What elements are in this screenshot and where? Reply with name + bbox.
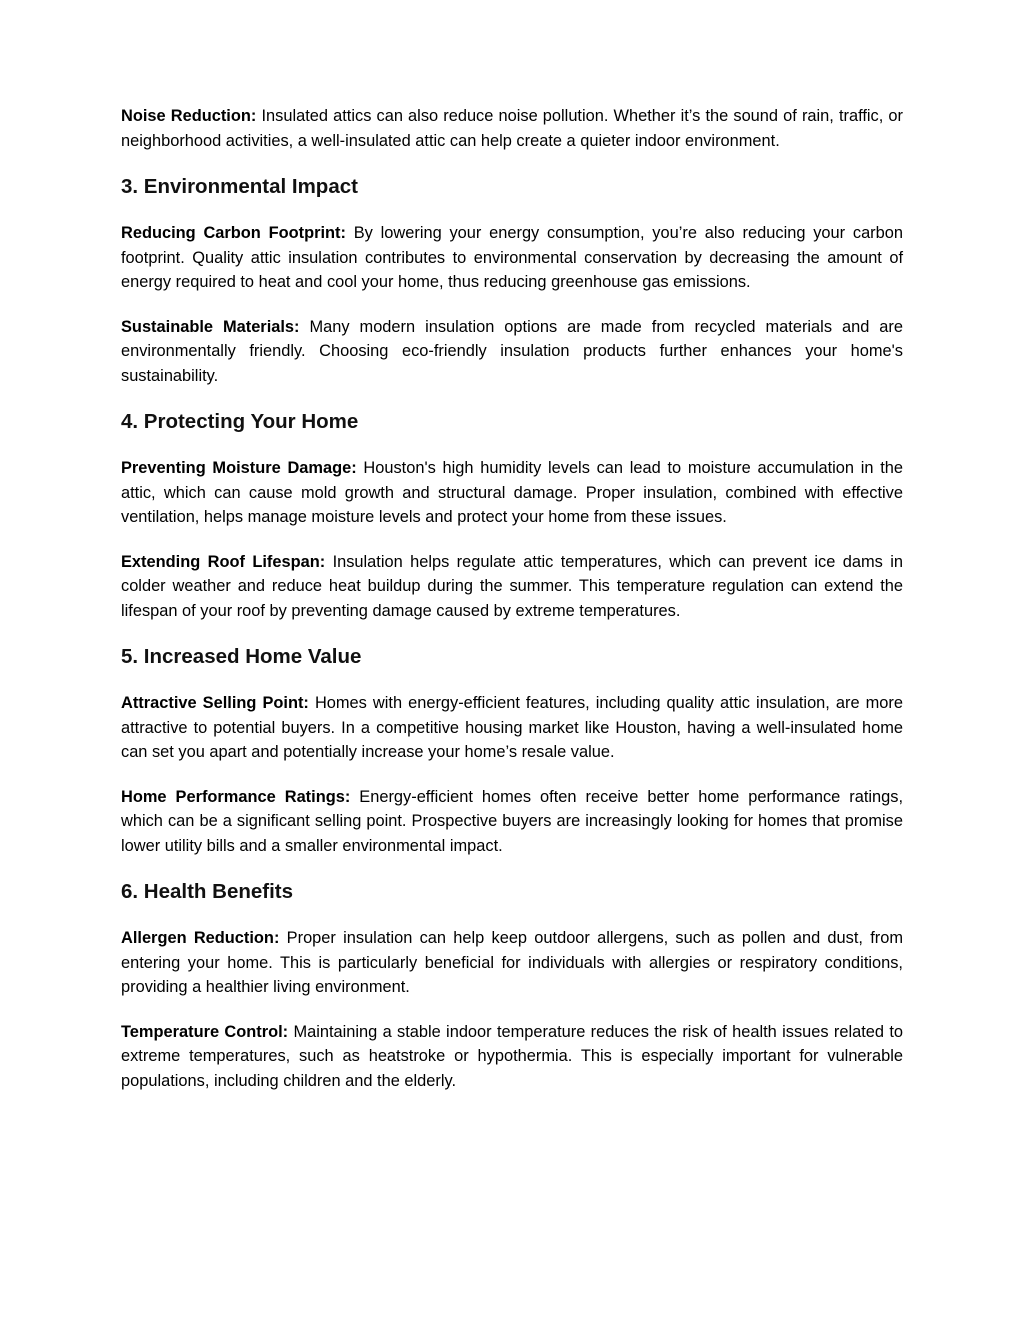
paragraph-text: Energy-efficient homes often receive better home performance ratings, which can be a significant selling point. Prospective buyers are increasingly looking for homes that promise lower utility bills and a smaller environmental impact.	[121, 787, 903, 855]
paragraph-lead: Sustainable Materials:	[121, 317, 300, 336]
paragraph-home-performance-ratings	[121, 785, 903, 859]
section-heading-environmental-impact: 3. Environmental Impact	[121, 175, 358, 198]
paragraph-noise-reduction	[121, 104, 903, 153]
paragraph-extending-roof-lifespan	[121, 550, 903, 624]
paragraph-attractive-selling-point	[121, 691, 903, 765]
paragraph-lead: Preventing Moisture Damage:	[121, 459, 357, 477]
paragraph-text: By lowering your energy consumption, you’re also reducing your carbon footprint. Quality attic insulation contributes to environmental conservation by decreasing the amount of energy required to heat and cool your home, thus reducing greenhouse gas emissions.	[121, 224, 903, 291]
paragraph-sustainable-materials	[121, 315, 903, 389]
section-heading-health-benefits: 6. Health Benefits	[121, 880, 294, 903]
paragraph-lead: Attractive Selling Point:	[121, 694, 309, 712]
document-page	[121, 104, 903, 1113]
paragraph-text: Insulated attics can also reduce noise pollution. Whether it’s the sound of rain, traffic, or neighborhood activities, a well-insulated attic can help create a quieter indoor environment.	[121, 107, 903, 150]
paragraph-preventing-moisture-damage	[121, 456, 903, 530]
paragraph-lead: Extending Roof Lifespan:	[121, 552, 326, 571]
paragraph-text: Homes with energy-efficient features, including quality attic insulation, are more attractive to potential buyers. In a competitive housing market like Houston, having a well-insulated home can set you apart and potentially increase your home’s resale value.	[121, 694, 903, 761]
section-heading-increased-home-value: 5. Increased Home Value	[121, 645, 362, 668]
paragraph-lead: Reducing Carbon Footprint:	[121, 224, 346, 242]
section-heading-protecting-your-home: 4. Protecting Your Home	[121, 410, 359, 433]
paragraph-text: Proper insulation can help keep outdoor allergens, such as pollen and dust, from entering your home. This is particularly beneficial for individuals with allergies or respiratory conditions, providing a healthier living environment.	[121, 929, 903, 996]
paragraph-reducing-carbon-footprint	[121, 221, 903, 295]
paragraph-text: Maintaining a stable indoor temperature reduces the risk of health issues related to extreme temperatures, such as heatstroke or hypothermia. This is especially important for vulnerable populations, including children and the elderly.	[121, 1022, 903, 1090]
paragraph-temperature-control	[121, 1020, 903, 1094]
paragraph-lead: Temperature Control:	[121, 1022, 289, 1041]
paragraph-lead: Noise Reduction:	[121, 107, 257, 125]
paragraph-lead: Home Performance Ratings:	[121, 787, 351, 806]
paragraph-text: Houston's high humidity levels can lead to moisture accumulation in the attic, which can cause mold growth and structural damage. Proper insulation, combined with effective ventilation, helps manage moisture levels and protect your home from these issues.	[121, 459, 904, 526]
paragraph-allergen-reduction	[121, 926, 903, 1000]
paragraph-text: Many modern insulation options are made from recycled materials and are environmentally friendly. Choosing eco-friendly insulation products further enhances your home's sustainability.	[121, 317, 903, 385]
paragraph-text: Insulation helps regulate attic temperatures, which can prevent ice dams in colder weather and reduce heat buildup during the summer. This temperature regulation can extend the lifespan of your roof by preventing damage caused by extreme temperatures.	[121, 552, 903, 620]
paragraph-lead: Allergen Reduction:	[121, 929, 280, 947]
